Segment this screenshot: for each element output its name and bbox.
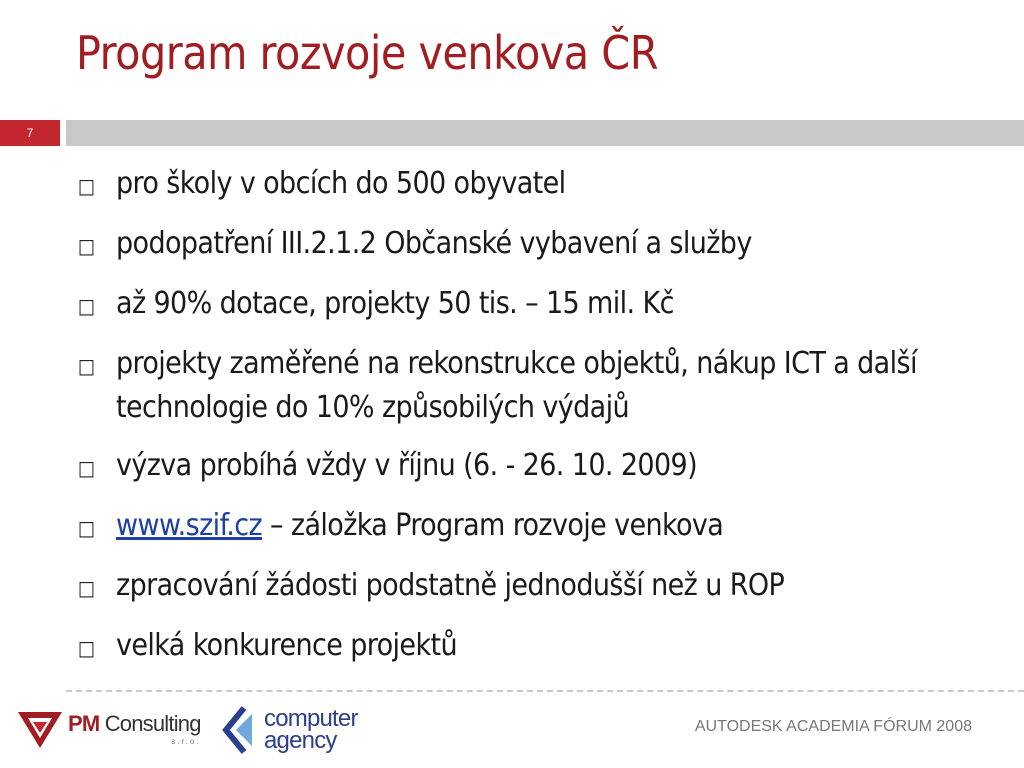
bullet-text: pro školy v obcích do 500 obyvatel [116, 166, 566, 201]
bullet-text: podopatření III.2.1.2 Občanské vybavení a služby [116, 226, 752, 261]
bullet-text: výzva probíhá vždy v říjnu (6. - 26. 10. 2009) [116, 448, 698, 483]
slide-title: Program rozvoje venkova ČR [76, 26, 658, 80]
footer-rule [66, 690, 1024, 692]
pm-logo-mark-icon [16, 704, 64, 752]
square-bullet-icon: □ [78, 294, 95, 318]
bullet-text [116, 504, 1008, 548]
ca-logo-line2: agency [264, 727, 337, 754]
ca-logo-line1: computer [264, 705, 358, 732]
ca-logo-mark-icon [222, 704, 262, 756]
list-item [78, 162, 1008, 208]
square-bullet-icon: □ [78, 234, 95, 258]
title-rule [66, 120, 1024, 146]
pm-logo-name: PM Consulting [68, 710, 201, 736]
bullet-text: velká konkurence projektů [116, 628, 457, 663]
pm-logo-sro: s.r.o. [171, 736, 201, 746]
bullet-list [78, 162, 1008, 684]
list-item [78, 624, 1008, 670]
bullet-text: až 90% dotace, projekty 50 tis. – 15 mil. Kč [116, 286, 674, 321]
footer-event-text: AUTODESK ACADEMIA FÓRUM 2008 [694, 718, 972, 735]
square-bullet-icon: □ [78, 174, 95, 198]
bullet-text-suffix: – záložka Program rozvoje venkova [262, 508, 724, 543]
list-item [78, 342, 1008, 430]
szif-link[interactable]: www.szif.cz [116, 508, 263, 543]
list-item [78, 564, 1008, 610]
square-bullet-icon: □ [78, 576, 95, 600]
pm-consulting-logo [16, 702, 206, 754]
list-item [78, 444, 1008, 490]
bullet-text: projekty zaměřené na rekonstrukce objektů, nákup ICT a další technologie do 10% způsobilých výdajů [116, 346, 917, 425]
bullet-text: zpracování žádosti podstatně jednodušší než u ROP [116, 568, 785, 603]
slide-number: 7 [0, 120, 60, 146]
square-bullet-icon: □ [78, 516, 95, 540]
square-bullet-icon: □ [78, 636, 95, 660]
square-bullet-icon: □ [78, 456, 95, 480]
list-item [78, 282, 1008, 328]
computer-agency-logo [222, 702, 372, 758]
list-item [78, 504, 1008, 550]
square-bullet-icon: □ [78, 354, 95, 378]
list-item [78, 222, 1008, 268]
